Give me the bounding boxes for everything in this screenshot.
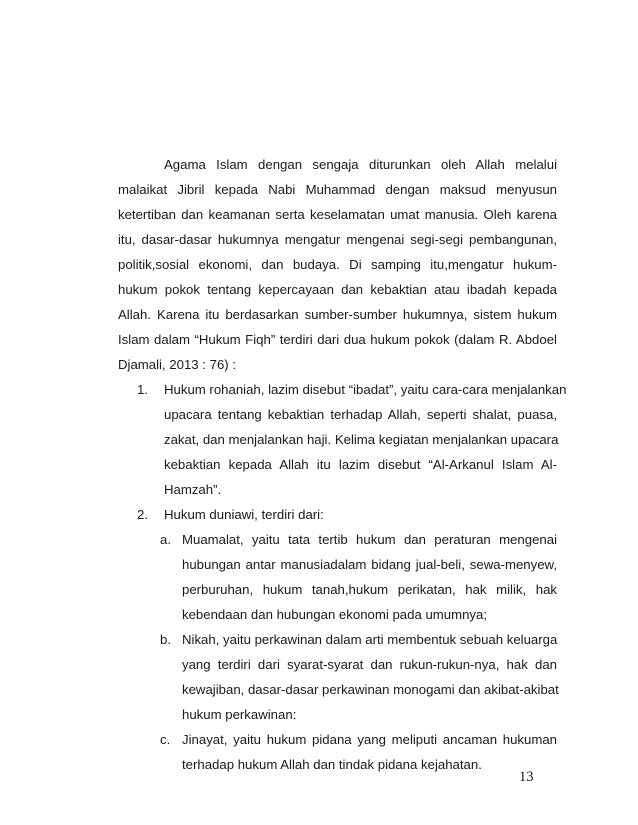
paragraph-line: Islam dalam “Hukum Fiqh” terdiri dari dua hukum pokok (dalam R. Abdoel bbox=[118, 332, 557, 347]
list-marker: 1. bbox=[137, 382, 148, 397]
sub-list-line: Jinayat, yaitu hukum pidana yang meliputi ancaman hukuman bbox=[182, 732, 557, 747]
list-marker: 2. bbox=[137, 507, 148, 522]
sub-list-line: perburuhan, hukum tanah,hukum perikatan, hak milik, hak bbox=[182, 582, 557, 597]
sub-list-line: terhadap hukum Allah dan tindak pidana kejahatan. bbox=[182, 757, 482, 772]
list-item-line: Hukum duniawi, terdiri dari: bbox=[164, 507, 324, 522]
sub-list-marker: a. bbox=[160, 532, 171, 547]
paragraph-line: ketertiban dan keamanan serta keselamatan umat manusia. Oleh karena bbox=[118, 207, 557, 222]
paragraph-line: Djamali, 2013 : 76) : bbox=[118, 357, 237, 372]
sub-list-marker: b. bbox=[160, 632, 171, 647]
paragraph-line: malaikat Jibril kepada Nabi Muhammad dengan maksud menyusun bbox=[118, 182, 557, 197]
sub-list-marker: c. bbox=[160, 732, 171, 747]
sub-list-line: yang terdiri dari syarat-syarat dan rukun-rukun-nya, hak dan bbox=[182, 657, 557, 672]
list-item-line: upacara tentang kebaktian terhadap Allah, seperti shalat, puasa, bbox=[164, 407, 557, 422]
sub-list-line: kebendaan dan hubungan ekonomi pada umumnya; bbox=[182, 607, 488, 622]
sub-list-line: kewajiban, dasar-dasar perkawinan monogami dan akibat-akibat bbox=[182, 682, 559, 697]
paragraph-line: politik,sosial ekonomi, dan budaya. Di samping itu,mengatur hukum- bbox=[118, 257, 557, 272]
sub-list-line: hukum perkawinan: bbox=[182, 707, 297, 722]
paragraph-line: itu, dasar-dasar hukumnya mengatur mengenai segi-segi pembangunan, bbox=[118, 232, 557, 247]
sub-list-line: hubungan antar manusiadalam bidang jual-beli, sewa-menyew, bbox=[182, 557, 557, 572]
paragraph-line: Allah. Karena itu berdasarkan sumber-sumber hukumnya, sistem hukum bbox=[118, 307, 557, 322]
list-item-line: Hukum rohaniah, lazim disebut “ibadat”, yaitu cara-cara menjalankan bbox=[164, 382, 567, 397]
sub-list-line: Nikah, yaitu perkawinan dalam arti membentuk sebuah keluarga bbox=[182, 632, 558, 647]
list-item-line: zakat, dan menjalankan haji. Kelima kegiatan menjalankan upacara bbox=[164, 432, 559, 447]
paragraph-line: hukum pokok tentang kepercayaan dan kebaktian atau ibadah kepada bbox=[118, 282, 557, 297]
list-item-line: kebaktian kepada Allah itu lazim disebut “Al-Arkanul Islam Al- bbox=[164, 457, 557, 472]
list-item-line: Hamzah”. bbox=[164, 482, 222, 497]
paragraph-line: Agama Islam dengan sengaja diturunkan oleh Allah melalui bbox=[164, 157, 557, 172]
page-number: 13 bbox=[519, 769, 534, 785]
sub-list-line: Muamalat, yaitu tata tertib hukum dan peraturan mengenai bbox=[182, 532, 557, 547]
